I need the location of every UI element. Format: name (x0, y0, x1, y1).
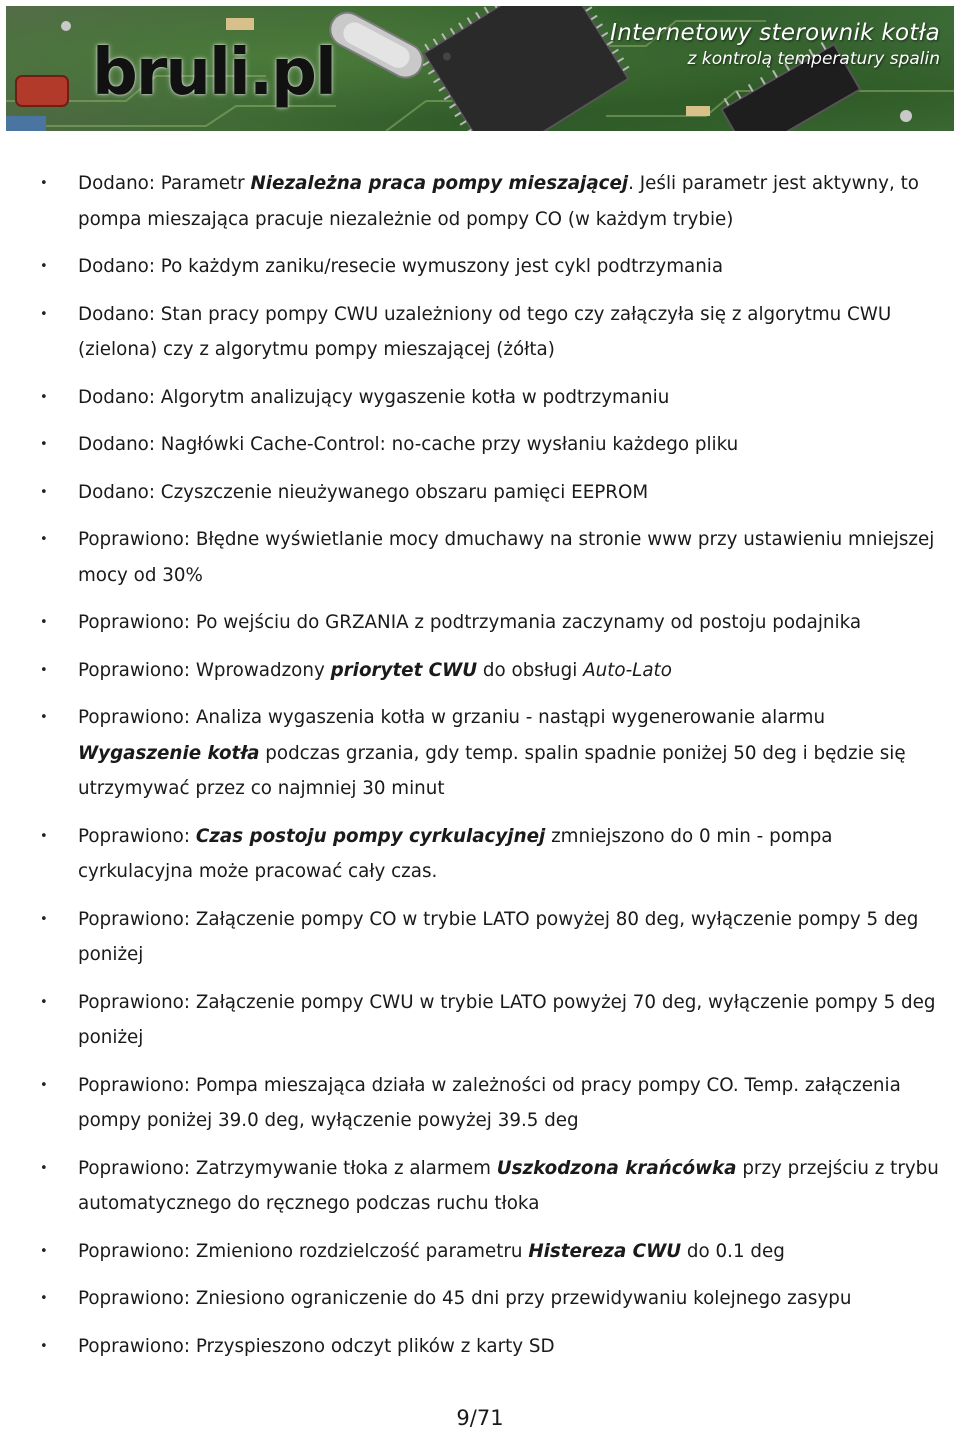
item-text: Dodano: Po każdym zaniku/resecie wymuszony jest cykl podtrzymania (78, 256, 724, 277)
item-text: Poprawiono: Załączenie pompy CWU w trybie LATO powyżej 70 deg, wyłączenie pompy 5 deg poniżej (78, 991, 936, 1048)
list-item (40, 1329, 945, 1365)
bullet-icon: • (40, 484, 48, 500)
bullet-icon: • (40, 532, 48, 547)
list-item-text (78, 1068, 945, 1139)
list-item (40, 1234, 945, 1270)
item-emphasis: Histereza CWU (528, 1240, 682, 1262)
list-item-text (78, 427, 945, 463)
changelog-list (40, 166, 945, 1376)
item-text: Dodano: Algorytm analizujący wygaszenie kotła w podtrzymaniu (78, 386, 670, 408)
list-item-text (78, 985, 945, 1056)
item-text: . Jeśli parametr jest aktywny, to pompa mieszająca pracuje niezależnie od pompy CO (w każdym trybie) (78, 173, 919, 230)
item-emphasis: priorytet CWU (330, 659, 478, 681)
item-emphasis: Niezależna praca pompy mieszającej (250, 173, 629, 194)
list-item (40, 427, 945, 463)
list-item-text (78, 166, 945, 237)
list-item-text (78, 653, 945, 689)
item-text: Poprawiono: Wprowadzony (78, 659, 331, 681)
bullet-icon: • (40, 710, 48, 725)
item-text: Dodano: Stan pracy pompy CWU uzależniony od tego czy załączyła się z algorytmu CWU (zielona) czy z algorytmu pompy mieszającej (żółta) (78, 303, 892, 360)
list-item-text (78, 1151, 945, 1222)
item-text: Poprawiono: Pompa mieszająca działa w zależności od pracy pompy CO. Temp. załączenia pompy poniżej 39.0 deg, wyłączenie powyżej 39.5 deg (78, 1074, 901, 1131)
list-item-text (78, 522, 945, 593)
bullet-icon: • (40, 1160, 48, 1176)
bullet-icon: • (40, 259, 48, 274)
item-text: zmniejszono do 0 min - pompa cyrkulacyjna może pracować cały czas. (78, 825, 833, 882)
item-text: do obsługi (477, 659, 584, 681)
item-text: Dodano: Czyszczenie nieużywanego obszaru pamięci EEPROM (78, 481, 649, 503)
bullet-icon: • (40, 1243, 48, 1259)
item-text: Poprawiono: Zniesiono ograniczenie do 45 dni przy przewidywaniu kolejnego zasypu (78, 1288, 852, 1309)
bullet-icon: • (40, 662, 48, 678)
item-text: do 0.1 deg (681, 1240, 785, 1262)
item-text: Poprawiono: Zatrzymywanie tłoka z alarmem (78, 1157, 497, 1179)
item-text: Poprawiono: Załączenie pompy CO w trybie LATO powyżej 80 deg, wyłączenie pompy 5 deg poniżej (78, 908, 919, 965)
item-text: Dodano: Nagłówki Cache-Control: no-cache przy wysłaniu każdego pliku (78, 434, 739, 455)
item-emphasis: Auto-Lato (583, 659, 672, 681)
list-item-text (78, 1234, 945, 1270)
list-item (40, 297, 945, 368)
bullet-icon: • (40, 176, 48, 191)
item-text: Poprawiono: Przyspieszono odczyt plików z karty SD (78, 1335, 555, 1357)
list-item (40, 985, 945, 1056)
item-text: Poprawiono: (78, 825, 196, 847)
list-item-text (78, 380, 945, 416)
item-emphasis: Wygaszenie kotła (78, 742, 260, 764)
list-item (40, 1281, 945, 1317)
bullet-icon: • (40, 994, 48, 1010)
banner-title: Internetowy sterownik kotła (610, 20, 940, 46)
bullet-icon: • (40, 615, 48, 630)
list-item (40, 1068, 945, 1139)
list-item (40, 522, 945, 593)
list-item-text (78, 475, 945, 511)
item-text: podczas grzania, gdy temp. spalin spadnie poniżej 50 deg i będzie się utrzymywać przez co najmniej 30 minut (78, 742, 906, 799)
list-item (40, 902, 945, 973)
list-item (40, 700, 945, 807)
bullet-icon: • (40, 437, 48, 452)
item-text: Dodano: Parametr (78, 173, 251, 194)
list-item-text (78, 1329, 945, 1365)
list-item-text (78, 297, 945, 368)
list-item-text (78, 902, 945, 973)
bullet-icon: • (40, 1291, 48, 1306)
page-number: 9/71 (456, 1406, 504, 1430)
list-item-text (78, 605, 945, 641)
site-logo: bruli.pl (92, 36, 335, 110)
bullet-icon: • (40, 1077, 48, 1093)
item-text: Poprawiono: Błędne wyświetlanie mocy dmuchawy na stronie www przy ustawieniu mniejszej mocy od 30% (78, 529, 935, 586)
item-text: Poprawiono: Analiza wygaszenia kotła w grzaniu - nastąpi wygenerowanie alarmu (78, 707, 826, 728)
list-item-text (78, 1281, 945, 1317)
bullet-icon: • (40, 911, 48, 927)
list-item-text (78, 819, 945, 890)
list-item (40, 605, 945, 641)
banner-subtitle: z kontrolą temperatury spalin (687, 49, 940, 69)
bullet-icon: • (40, 1338, 48, 1354)
item-emphasis: Czas postoju pompy cyrkulacyjnej (195, 825, 546, 847)
item-emphasis: Uszkodzona krańcówka (496, 1157, 737, 1179)
list-item (40, 475, 945, 511)
list-item (40, 166, 945, 237)
item-text: Poprawiono: Zmieniono rozdzielczość parametru (78, 1240, 529, 1262)
bullet-icon: • (40, 306, 48, 322)
item-text: Poprawiono: Po wejściu do GRZANIA z podtrzymania zaczynamy od postoju podajnika (78, 612, 862, 633)
list-item (40, 380, 945, 416)
list-item-text (78, 700, 945, 807)
list-item (40, 1151, 945, 1222)
list-item (40, 653, 945, 689)
list-item (40, 249, 945, 285)
bullet-icon: • (40, 828, 48, 844)
list-item (40, 819, 945, 890)
header-banner (6, 6, 954, 131)
bullet-icon: • (40, 389, 48, 405)
item-text: przy przejściu z trybu automatycznego do ręcznego podczas ruchu tłoka (78, 1157, 939, 1214)
list-item-text (78, 249, 945, 285)
